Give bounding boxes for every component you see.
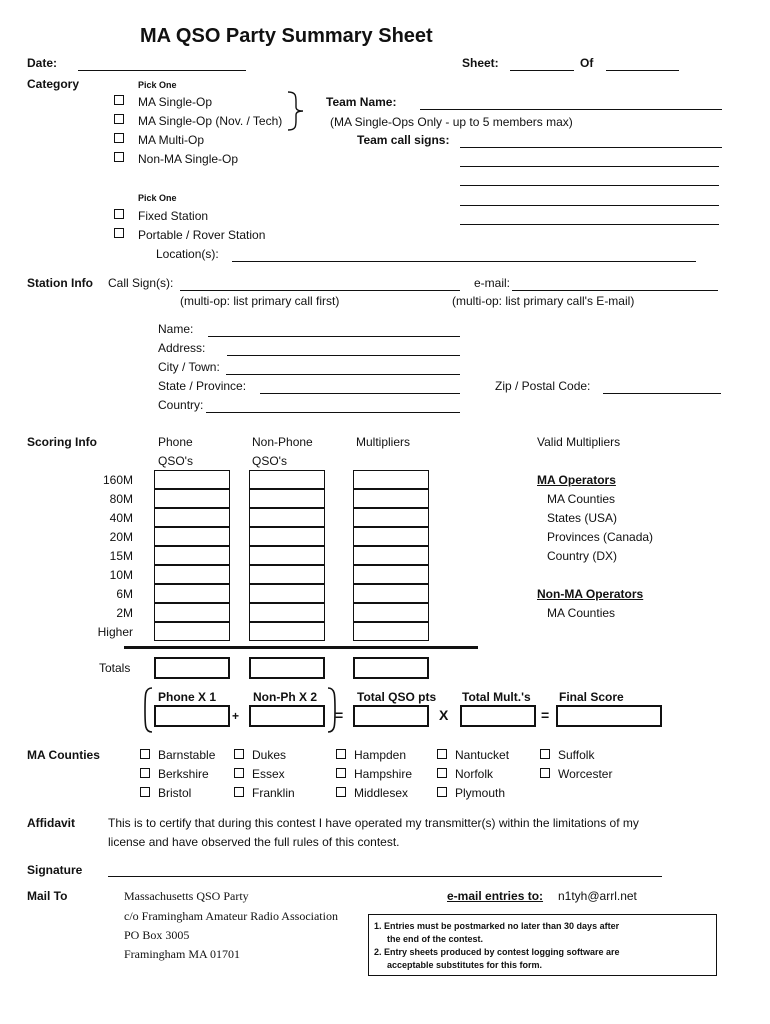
county-label: Plymouth — [455, 786, 506, 800]
affidavit-text: This is to certify that during this contest I have operated my transmitter(s) within the limitations of my — [108, 816, 639, 830]
phone-qso-box[interactable] — [154, 584, 230, 603]
checkbox-non-ma-single-op[interactable] — [114, 152, 124, 162]
band-label: 80M — [109, 492, 133, 506]
county-checkbox[interactable] — [234, 787, 244, 797]
multiplier-box[interactable] — [353, 527, 429, 546]
note-text: 1. Entries must be postmarked no later than 30 days after — [374, 921, 620, 931]
band-label: Higher — [97, 625, 133, 639]
nonphone-qso-box[interactable] — [249, 565, 325, 584]
nonphone-qso-box[interactable] — [249, 489, 325, 508]
sheet-label: Sheet: — [462, 56, 499, 70]
note-text: 2. Entry sheets produced by contest logging software are — [374, 947, 620, 957]
final-score-box[interactable] — [556, 705, 662, 727]
note-text: the end of the contest. — [387, 934, 484, 944]
phone-qso-box[interactable] — [154, 527, 230, 546]
column-header-multipliers: Multipliers — [356, 435, 411, 449]
signature-field[interactable] — [108, 876, 662, 877]
final-score-label: Final Score — [559, 690, 624, 704]
curly-brace-icon — [286, 90, 306, 132]
name-label: Name: — [158, 322, 194, 336]
option-label: MA Single-Op — [138, 95, 213, 109]
team-name-field[interactable] — [420, 109, 722, 110]
signature-label: Signature — [27, 863, 83, 877]
team-note: (MA Single-Ops Only - up to 5 members max) — [330, 115, 573, 129]
mail-address-line: c/o Framingham Amateur Radio Association — [124, 909, 338, 923]
plus-sign: + — [232, 709, 240, 723]
scoring-info-label: Scoring Info — [27, 435, 97, 449]
team-call-field[interactable] — [460, 205, 719, 206]
option-label: Non-MA Single-Op — [138, 152, 239, 166]
multiplier-box[interactable] — [353, 584, 429, 603]
column-header-phone: QSO's — [158, 454, 193, 468]
county-checkbox[interactable] — [140, 787, 150, 797]
multiplier-box[interactable] — [353, 489, 429, 508]
county-label: Dukes — [252, 748, 287, 762]
multiplier-box[interactable] — [353, 546, 429, 565]
city-field[interactable] — [226, 374, 460, 375]
totals-label: Totals — [99, 661, 131, 675]
checkbox-ma-multi-op[interactable] — [114, 133, 124, 143]
band-label: 20M — [109, 530, 133, 544]
affidavit-text: license and have observed the full rules of this contest. — [108, 835, 400, 849]
band-label: 40M — [109, 511, 133, 525]
phone-x1-label: Phone X 1 — [158, 690, 217, 704]
nonphone-qso-box[interactable] — [249, 527, 325, 546]
team-call-field[interactable] — [460, 185, 719, 186]
team-call-field[interactable] — [460, 166, 719, 167]
band-label: 15M — [109, 549, 133, 563]
total-mult-label: Total Mult.'s — [462, 690, 531, 704]
checkbox-ma-single-op[interactable] — [114, 95, 124, 105]
mail-address-line: PO Box 3005 — [124, 928, 190, 942]
option-label: Fixed Station — [138, 209, 209, 223]
checkbox-portable-rover[interactable] — [114, 228, 124, 238]
nonphone-qso-box[interactable] — [249, 508, 325, 527]
county-checkbox[interactable] — [437, 749, 447, 759]
multiplier-item: Country (DX) — [547, 549, 618, 563]
nonphone-qso-box[interactable] — [249, 622, 325, 641]
team-call-field[interactable] — [460, 147, 722, 148]
callsign-note: (multi-op: list primary call first) — [180, 294, 340, 308]
county-label: Berkshire — [158, 767, 209, 781]
callsign-label: Call Sign(s): — [108, 276, 174, 290]
valid-multipliers-title: Valid Multipliers — [537, 435, 621, 449]
county-checkbox[interactable] — [234, 749, 244, 759]
total-phone-box[interactable] — [154, 657, 230, 679]
phone-qso-box[interactable] — [154, 565, 230, 584]
column-header-nonphone: Non-Phone — [252, 435, 313, 449]
email-entries-label: e-mail entries to: — [447, 889, 544, 903]
page-title: MA QSO Party Summary Sheet — [140, 25, 433, 47]
zip-field[interactable] — [603, 393, 721, 394]
address-label: Address: — [158, 341, 206, 355]
county-checkbox[interactable] — [437, 787, 447, 797]
multiplier-item: Provinces (Canada) — [547, 530, 654, 544]
date-label: Date: — [27, 56, 58, 70]
option-label: MA Multi-Op — [138, 133, 205, 147]
team-name-label: Team Name: — [326, 95, 397, 109]
checkbox-ma-single-op-novtech[interactable] — [114, 114, 124, 124]
of-label: Of — [580, 56, 594, 70]
county-checkbox[interactable] — [336, 787, 346, 797]
column-header-nonphone: QSO's — [252, 454, 287, 468]
city-label: City / Town: — [158, 360, 220, 374]
mail-address-line: Massachusetts QSO Party — [124, 889, 249, 903]
email-entries-address: n1tyh@arrl.net — [558, 889, 637, 903]
total-qso-label: Total QSO pts — [357, 690, 437, 704]
county-label: Nantucket — [455, 748, 510, 762]
county-checkbox[interactable] — [336, 749, 346, 759]
equals-sign: = — [541, 707, 550, 723]
phone-qso-box[interactable] — [154, 489, 230, 508]
band-label: 2M — [116, 606, 133, 620]
option-label: MA Single-Op (Nov. / Tech) — [138, 114, 283, 128]
nonphone-qso-box[interactable] — [249, 584, 325, 603]
phone-qso-box[interactable] — [154, 603, 230, 622]
sheet-field[interactable] — [510, 70, 574, 71]
email-field[interactable] — [512, 290, 718, 291]
phone-qso-box[interactable] — [154, 546, 230, 565]
multiplier-box[interactable] — [353, 470, 429, 489]
multiplier-box[interactable] — [353, 603, 429, 622]
county-checkbox[interactable] — [140, 749, 150, 759]
county-label: Norfolk — [455, 767, 494, 781]
total-qso-box[interactable] — [353, 705, 429, 727]
equals-sign: = — [335, 707, 344, 723]
non-ma-operators-title: Non-MA Operators — [537, 587, 644, 601]
date-field[interactable] — [78, 70, 246, 71]
option-label: Portable / Rover Station — [138, 228, 266, 242]
left-bracket-icon — [142, 686, 154, 734]
county-label: Hampden — [354, 748, 407, 762]
totals-divider — [124, 646, 478, 649]
county-label: Hampshire — [354, 767, 413, 781]
name-field[interactable] — [208, 336, 460, 337]
county-label: Franklin — [252, 786, 295, 800]
county-label: Suffolk — [558, 748, 595, 762]
affidavit-label: Affidavit — [27, 816, 75, 830]
pick-one-label: Pick One — [138, 193, 177, 203]
multiplier-item: MA Counties — [547, 492, 616, 506]
multiplier-box[interactable] — [353, 508, 429, 527]
locations-label: Location(s): — [156, 247, 219, 261]
phone-x1-box[interactable] — [154, 705, 230, 727]
nonphone-qso-box[interactable] — [249, 546, 325, 565]
of-field[interactable] — [606, 70, 679, 71]
station-info-label: Station Info — [27, 276, 93, 290]
multiplier-box[interactable] — [353, 565, 429, 584]
team-calls-label: Team call signs: — [357, 133, 450, 147]
zip-label: Zip / Postal Code: — [495, 379, 591, 393]
column-header-phone: Phone — [158, 435, 193, 449]
times-sign: X — [439, 707, 449, 723]
multiplier-item: MA Counties — [547, 606, 616, 620]
multiplier-item: States (USA) — [547, 511, 618, 525]
nonphone-qso-box[interactable] — [249, 603, 325, 622]
address-field[interactable] — [227, 355, 460, 356]
total-mult-box[interactable] — [460, 705, 536, 727]
band-label: 6M — [116, 587, 133, 601]
county-checkbox[interactable] — [140, 768, 150, 778]
phone-qso-box[interactable] — [154, 622, 230, 641]
country-field[interactable] — [206, 412, 460, 413]
county-label: Bristol — [158, 786, 192, 800]
email-note: (multi-op: list primary call's E-mail) — [452, 294, 635, 308]
nonph-x2-box[interactable] — [249, 705, 325, 727]
county-label: Worcester — [558, 767, 613, 781]
county-checkbox[interactable] — [336, 768, 346, 778]
note-text: acceptable substitutes for this form. — [387, 960, 543, 970]
multiplier-box[interactable] — [353, 622, 429, 641]
checkbox-fixed-station[interactable] — [114, 209, 124, 219]
callsign-field[interactable] — [180, 290, 460, 291]
locations-field[interactable] — [232, 261, 696, 262]
ma-counties-label: MA Counties — [27, 748, 100, 762]
county-checkbox[interactable] — [540, 768, 550, 778]
band-label: 160M — [102, 473, 133, 487]
county-checkbox[interactable] — [234, 768, 244, 778]
category-label: Category — [27, 77, 80, 91]
ma-operators-title: MA Operators — [537, 473, 616, 487]
phone-qso-box[interactable] — [154, 470, 230, 489]
band-label: 10M — [109, 568, 133, 582]
team-call-field[interactable] — [460, 224, 719, 225]
country-label: Country: — [158, 398, 204, 412]
mail-to-label: Mail To — [27, 889, 68, 903]
county-label: Essex — [252, 767, 285, 781]
state-label: State / Province: — [158, 379, 247, 393]
county-checkbox[interactable] — [540, 749, 550, 759]
total-nonphone-box[interactable] — [249, 657, 325, 679]
total-multipliers-box[interactable] — [353, 657, 429, 679]
nonph-x2-label: Non-Ph X 2 — [253, 690, 318, 704]
mail-address-line: Framingham MA 01701 — [124, 947, 240, 961]
pick-one-label: Pick One — [138, 80, 177, 90]
phone-qso-box[interactable] — [154, 508, 230, 527]
email-label: e-mail: — [474, 276, 511, 290]
state-field[interactable] — [260, 393, 460, 394]
county-checkbox[interactable] — [437, 768, 447, 778]
county-label: Middlesex — [354, 786, 409, 800]
nonphone-qso-box[interactable] — [249, 470, 325, 489]
county-label: Barnstable — [158, 748, 216, 762]
